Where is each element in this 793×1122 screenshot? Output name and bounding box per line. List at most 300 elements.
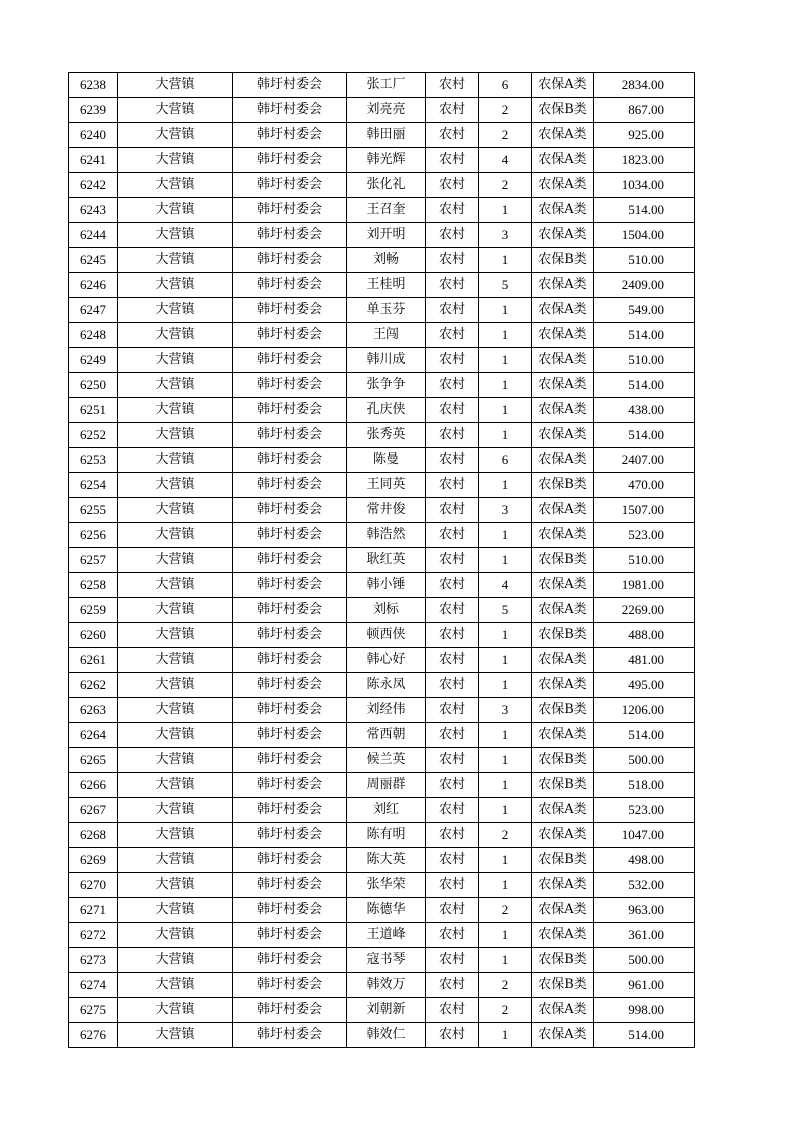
town-cell: 大营镇 [118,748,233,773]
row-id-cell: 6241 [69,148,118,173]
row-id-cell: 6269 [69,848,118,873]
village-cell: 韩圩村委会 [233,148,347,173]
table-row [69,173,695,198]
village-cell: 韩圩村委会 [233,523,347,548]
town-cell: 大营镇 [118,648,233,673]
village-cell: 韩圩村委会 [233,873,347,898]
table-row [69,948,695,973]
row-id-cell: 6239 [69,98,118,123]
area-type-cell: 农村 [426,773,479,798]
town-cell: 大营镇 [118,998,233,1023]
household-size-cell: 1 [479,423,532,448]
row-id-cell: 6272 [69,923,118,948]
amount-cell: 488.00 [594,623,695,648]
table-row [69,1023,695,1048]
amount-cell: 500.00 [594,948,695,973]
table-row [69,598,695,623]
amount-cell: 514.00 [594,373,695,398]
area-type-cell: 农村 [426,398,479,423]
row-id-cell: 6256 [69,523,118,548]
amount-cell: 1981.00 [594,573,695,598]
town-cell: 大营镇 [118,373,233,398]
village-cell: 韩圩村委会 [233,473,347,498]
row-id-cell: 6267 [69,798,118,823]
area-type-cell: 农村 [426,223,479,248]
table-row [69,198,695,223]
row-id-cell: 6245 [69,248,118,273]
town-cell: 大营镇 [118,623,233,648]
row-id-cell: 6255 [69,498,118,523]
household-size-cell: 2 [479,973,532,998]
area-type-cell: 农村 [426,373,479,398]
town-cell: 大营镇 [118,148,233,173]
town-cell: 大营镇 [118,773,233,798]
row-id-cell: 6266 [69,773,118,798]
table-row [69,998,695,1023]
name-cell: 周丽群 [347,773,426,798]
town-cell: 大营镇 [118,423,233,448]
town-cell: 大营镇 [118,73,233,98]
household-size-cell: 3 [479,223,532,248]
town-cell: 大营镇 [118,848,233,873]
amount-cell: 470.00 [594,473,695,498]
row-id-cell: 6258 [69,573,118,598]
category-cell: 农保B类 [532,948,594,973]
name-cell: 王同英 [347,473,426,498]
amount-cell: 523.00 [594,523,695,548]
amount-cell: 510.00 [594,548,695,573]
area-type-cell: 农村 [426,873,479,898]
household-size-cell: 1 [479,723,532,748]
town-cell: 大营镇 [118,573,233,598]
name-cell: 韩浩然 [347,523,426,548]
village-cell: 韩圩村委会 [233,923,347,948]
name-cell: 韩田丽 [347,123,426,148]
table-row [69,898,695,923]
amount-cell: 925.00 [594,123,695,148]
village-cell: 韩圩村委会 [233,448,347,473]
village-cell: 韩圩村委会 [233,823,347,848]
area-type-cell: 农村 [426,923,479,948]
household-size-cell: 1 [479,398,532,423]
row-id-cell: 6240 [69,123,118,148]
area-type-cell: 农村 [426,673,479,698]
category-cell: 农保B类 [532,623,594,648]
amount-cell: 514.00 [594,198,695,223]
amount-cell: 961.00 [594,973,695,998]
row-id-cell: 6259 [69,598,118,623]
amount-cell: 518.00 [594,773,695,798]
amount-cell: 481.00 [594,648,695,673]
town-cell: 大营镇 [118,673,233,698]
household-size-cell: 1 [479,673,532,698]
household-size-cell: 2 [479,173,532,198]
area-type-cell: 农村 [426,573,479,598]
table-row [69,573,695,598]
table-row [69,498,695,523]
category-cell: 农保B类 [532,548,594,573]
table-row [69,223,695,248]
category-cell: 农保A类 [532,298,594,323]
area-type-cell: 农村 [426,723,479,748]
area-type-cell: 农村 [426,73,479,98]
area-type-cell: 农村 [426,698,479,723]
category-cell: 农保A类 [532,873,594,898]
name-cell: 韩效仁 [347,1023,426,1048]
table-row [69,448,695,473]
table-row [69,848,695,873]
row-id-cell: 6246 [69,273,118,298]
table-row [69,323,695,348]
row-id-cell: 6244 [69,223,118,248]
town-cell: 大营镇 [118,823,233,848]
name-cell: 刘开明 [347,223,426,248]
table-row [69,973,695,998]
village-cell: 韩圩村委会 [233,123,347,148]
town-cell: 大营镇 [118,348,233,373]
table-body [69,73,695,1048]
amount-cell: 510.00 [594,248,695,273]
name-cell: 寇书琴 [347,948,426,973]
row-id-cell: 6248 [69,323,118,348]
town-cell: 大营镇 [118,123,233,148]
table-row [69,423,695,448]
category-cell: 农保A类 [532,423,594,448]
village-cell: 韩圩村委会 [233,598,347,623]
name-cell: 韩小锤 [347,573,426,598]
household-size-cell: 1 [479,873,532,898]
category-cell: 农保A类 [532,998,594,1023]
row-id-cell: 6263 [69,698,118,723]
name-cell: 王召奎 [347,198,426,223]
household-size-cell: 1 [479,923,532,948]
amount-cell: 998.00 [594,998,695,1023]
row-id-cell: 6251 [69,398,118,423]
household-size-cell: 5 [479,598,532,623]
category-cell: 农保A类 [532,923,594,948]
name-cell: 耿红英 [347,548,426,573]
amount-cell: 867.00 [594,98,695,123]
table-row [69,623,695,648]
village-cell: 韩圩村委会 [233,298,347,323]
table-row [69,823,695,848]
category-cell: 农保A类 [532,823,594,848]
name-cell: 张工厂 [347,73,426,98]
area-type-cell: 农村 [426,748,479,773]
village-cell: 韩圩村委会 [233,498,347,523]
category-cell: 农保B类 [532,248,594,273]
town-cell: 大营镇 [118,973,233,998]
name-cell: 刘亮亮 [347,98,426,123]
table-row [69,398,695,423]
town-cell: 大营镇 [118,198,233,223]
area-type-cell: 农村 [426,998,479,1023]
area-type-cell: 农村 [426,448,479,473]
category-cell: 农保A类 [532,73,594,98]
town-cell: 大营镇 [118,98,233,123]
table-row [69,73,695,98]
village-cell: 韩圩村委会 [233,248,347,273]
town-cell: 大营镇 [118,448,233,473]
row-id-cell: 6238 [69,73,118,98]
category-cell: 农保A类 [532,148,594,173]
household-size-cell: 1 [479,523,532,548]
category-cell: 农保B类 [532,773,594,798]
village-cell: 韩圩村委会 [233,848,347,873]
town-cell: 大营镇 [118,723,233,748]
category-cell: 农保A类 [532,523,594,548]
category-cell: 农保B类 [532,698,594,723]
household-size-cell: 2 [479,823,532,848]
category-cell: 农保B类 [532,848,594,873]
town-cell: 大营镇 [118,598,233,623]
category-cell: 农保A类 [532,223,594,248]
area-type-cell: 农村 [426,798,479,823]
household-size-cell: 1 [479,323,532,348]
amount-cell: 2407.00 [594,448,695,473]
table-row [69,298,695,323]
village-cell: 韩圩村委会 [233,1023,347,1048]
table-row [69,923,695,948]
name-cell: 陈曼 [347,448,426,473]
name-cell: 孔庆侠 [347,398,426,423]
category-cell: 农保A类 [532,173,594,198]
category-cell: 农保B类 [532,473,594,498]
name-cell: 候兰英 [347,748,426,773]
town-cell: 大营镇 [118,948,233,973]
name-cell: 韩光辉 [347,148,426,173]
table-row [69,748,695,773]
village-cell: 韩圩村委会 [233,698,347,723]
amount-cell: 549.00 [594,298,695,323]
category-cell: 农保A类 [532,798,594,823]
area-type-cell: 农村 [426,148,479,173]
row-id-cell: 6252 [69,423,118,448]
village-cell: 韩圩村委会 [233,273,347,298]
household-size-cell: 1 [479,798,532,823]
area-type-cell: 农村 [426,173,479,198]
row-id-cell: 6273 [69,948,118,973]
amount-cell: 1507.00 [594,498,695,523]
household-size-cell: 1 [479,373,532,398]
area-type-cell: 农村 [426,523,479,548]
amount-cell: 498.00 [594,848,695,873]
area-type-cell: 农村 [426,973,479,998]
town-cell: 大营镇 [118,173,233,198]
village-cell: 韩圩村委会 [233,323,347,348]
town-cell: 大营镇 [118,298,233,323]
category-cell: 农保A类 [532,198,594,223]
table-row [69,123,695,148]
category-cell: 农保A类 [532,723,594,748]
row-id-cell: 6264 [69,723,118,748]
village-cell: 韩圩村委会 [233,573,347,598]
area-type-cell: 农村 [426,98,479,123]
name-cell: 韩效万 [347,973,426,998]
name-cell: 陈大英 [347,848,426,873]
name-cell: 陈有明 [347,823,426,848]
village-cell: 韩圩村委会 [233,998,347,1023]
amount-cell: 510.00 [594,348,695,373]
household-size-cell: 6 [479,73,532,98]
data-table [68,72,695,1048]
town-cell: 大营镇 [118,548,233,573]
area-type-cell: 农村 [426,498,479,523]
town-cell: 大营镇 [118,873,233,898]
village-cell: 韩圩村委会 [233,423,347,448]
amount-cell: 2409.00 [594,273,695,298]
amount-cell: 514.00 [594,323,695,348]
row-id-cell: 6261 [69,648,118,673]
row-id-cell: 6247 [69,298,118,323]
category-cell: 农保A类 [532,673,594,698]
table-row [69,798,695,823]
category-cell: 农保A类 [532,348,594,373]
town-cell: 大营镇 [118,698,233,723]
table-row [69,648,695,673]
village-cell: 韩圩村委会 [233,348,347,373]
category-cell: 农保A类 [532,1023,594,1048]
table-row [69,773,695,798]
amount-cell: 1034.00 [594,173,695,198]
area-type-cell: 农村 [426,198,479,223]
amount-cell: 1206.00 [594,698,695,723]
amount-cell: 500.00 [594,748,695,773]
village-cell: 韩圩村委会 [233,798,347,823]
village-cell: 韩圩村委会 [233,748,347,773]
town-cell: 大营镇 [118,1023,233,1048]
table-row [69,673,695,698]
category-cell: 农保A类 [532,398,594,423]
table-row [69,698,695,723]
village-cell: 韩圩村委会 [233,223,347,248]
household-size-cell: 1 [479,248,532,273]
area-type-cell: 农村 [426,598,479,623]
area-type-cell: 农村 [426,848,479,873]
table-row [69,523,695,548]
household-size-cell: 3 [479,498,532,523]
category-cell: 农保A类 [532,573,594,598]
name-cell: 常井俊 [347,498,426,523]
row-id-cell: 6276 [69,1023,118,1048]
name-cell: 刘红 [347,798,426,823]
town-cell: 大营镇 [118,273,233,298]
village-cell: 韩圩村委会 [233,648,347,673]
category-cell: 农保A类 [532,648,594,673]
household-size-cell: 1 [479,348,532,373]
name-cell: 陈永凤 [347,673,426,698]
table-row [69,548,695,573]
village-cell: 韩圩村委会 [233,673,347,698]
village-cell: 韩圩村委会 [233,548,347,573]
amount-cell: 2269.00 [594,598,695,623]
area-type-cell: 农村 [426,248,479,273]
category-cell: 农保B类 [532,973,594,998]
name-cell: 陈德华 [347,898,426,923]
amount-cell: 361.00 [594,923,695,948]
amount-cell: 523.00 [594,798,695,823]
area-type-cell: 农村 [426,323,479,348]
table-row [69,373,695,398]
area-type-cell: 农村 [426,473,479,498]
row-id-cell: 6257 [69,548,118,573]
town-cell: 大营镇 [118,923,233,948]
name-cell: 刘标 [347,598,426,623]
household-size-cell: 1 [479,648,532,673]
household-size-cell: 1 [479,473,532,498]
household-size-cell: 3 [479,698,532,723]
village-cell: 韩圩村委会 [233,98,347,123]
area-type-cell: 农村 [426,348,479,373]
village-cell: 韩圩村委会 [233,73,347,98]
category-cell: 农保B类 [532,98,594,123]
table-row [69,723,695,748]
table-row [69,873,695,898]
category-cell: 农保A类 [532,273,594,298]
amount-cell: 2834.00 [594,73,695,98]
village-cell: 韩圩村委会 [233,373,347,398]
table-row [69,473,695,498]
row-id-cell: 6271 [69,898,118,923]
name-cell: 刘畅 [347,248,426,273]
household-size-cell: 1 [479,198,532,223]
table-row [69,273,695,298]
name-cell: 顿西侠 [347,623,426,648]
household-size-cell: 5 [479,273,532,298]
area-type-cell: 农村 [426,648,479,673]
area-type-cell: 农村 [426,948,479,973]
name-cell: 韩心好 [347,648,426,673]
name-cell: 单玉芬 [347,298,426,323]
table-row [69,98,695,123]
row-id-cell: 6242 [69,173,118,198]
name-cell: 张争争 [347,373,426,398]
town-cell: 大营镇 [118,398,233,423]
name-cell: 王桂明 [347,273,426,298]
household-size-cell: 1 [479,948,532,973]
table-row [69,148,695,173]
household-size-cell: 1 [479,773,532,798]
category-cell: 农保A类 [532,598,594,623]
table-row [69,248,695,273]
amount-cell: 1047.00 [594,823,695,848]
name-cell: 张化礼 [347,173,426,198]
town-cell: 大营镇 [118,523,233,548]
village-cell: 韩圩村委会 [233,948,347,973]
area-type-cell: 农村 [426,298,479,323]
village-cell: 韩圩村委会 [233,898,347,923]
household-size-cell: 4 [479,148,532,173]
household-size-cell: 2 [479,123,532,148]
village-cell: 韩圩村委会 [233,773,347,798]
amount-cell: 1504.00 [594,223,695,248]
household-size-cell: 1 [479,1023,532,1048]
household-size-cell: 2 [479,898,532,923]
area-type-cell: 农村 [426,123,479,148]
row-id-cell: 6253 [69,448,118,473]
amount-cell: 532.00 [594,873,695,898]
village-cell: 韩圩村委会 [233,173,347,198]
town-cell: 大营镇 [118,223,233,248]
category-cell: 农保A类 [532,323,594,348]
household-size-cell: 2 [479,98,532,123]
row-id-cell: 6250 [69,373,118,398]
category-cell: 农保A类 [532,498,594,523]
name-cell: 王道峰 [347,923,426,948]
household-size-cell: 4 [479,573,532,598]
category-cell: 农保A类 [532,373,594,398]
name-cell: 张华荣 [347,873,426,898]
